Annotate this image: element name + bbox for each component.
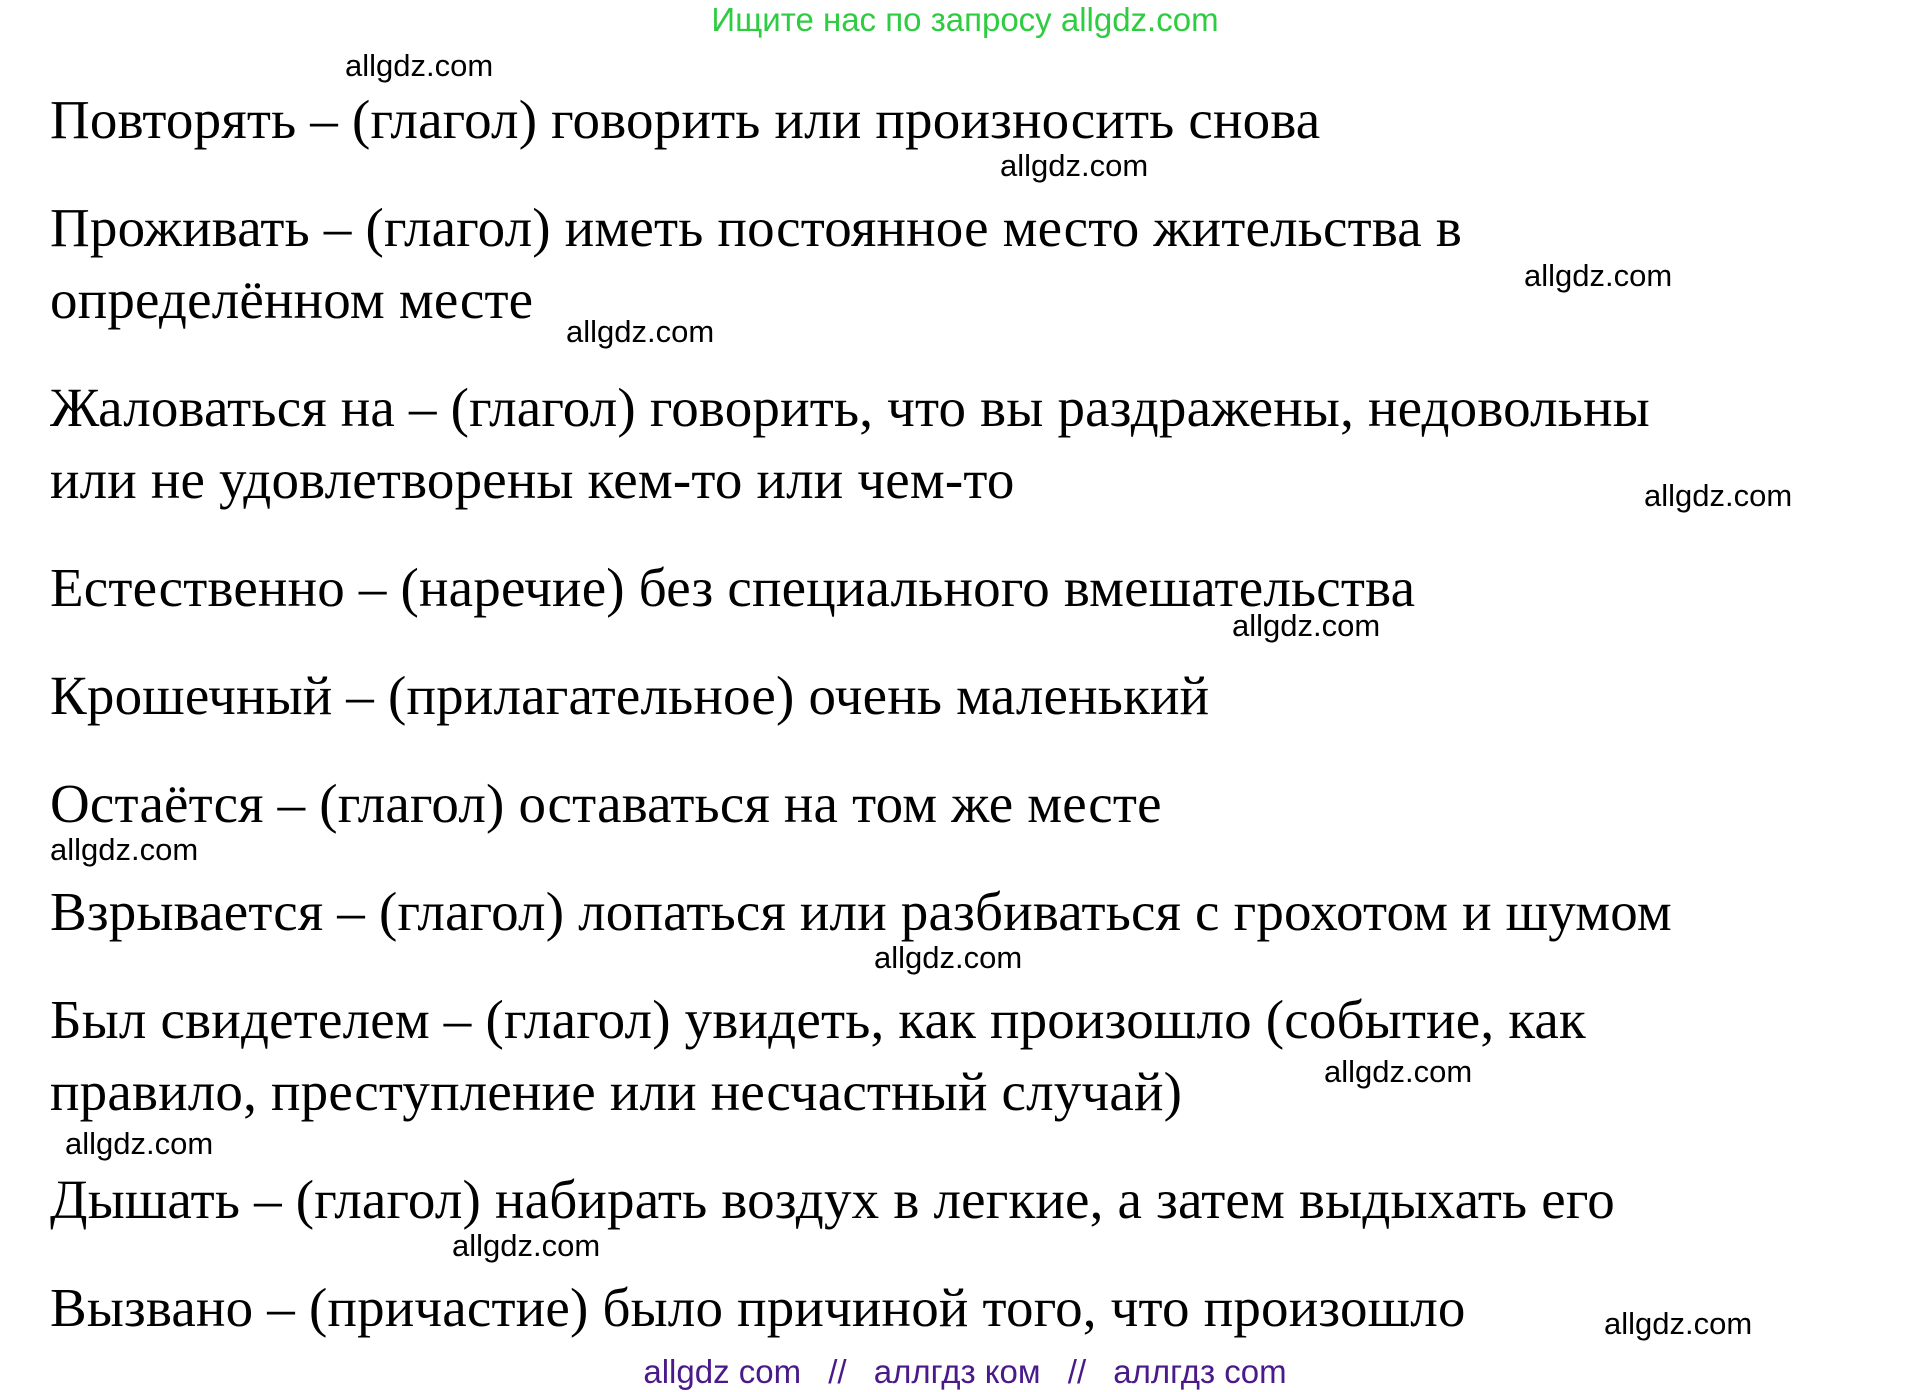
watermark: allgdz.com	[1232, 608, 1381, 643]
watermark: allgdz.com	[1324, 1054, 1473, 1089]
watermark: allgdz.com	[345, 48, 494, 83]
entry-kroshechny: Крошечный – (прилагательное) очень маленький	[50, 665, 1210, 726]
footer-separator: //	[1067, 1353, 1087, 1390]
entry-ostaetsya: Остаётся – (глагол) оставаться на том же месте	[50, 773, 1162, 834]
watermark: allgdz.com	[1644, 478, 1793, 513]
entry-prozhivat: Проживать – (глагол) иметь постоянное место жительства в определённом месте	[50, 197, 1463, 330]
watermark: allgdz.com	[65, 1126, 214, 1161]
watermark: allgdz.com	[50, 832, 199, 867]
watermark: allgdz.com	[874, 940, 1023, 975]
entry-povtoryat: Повторять – (глагол) говорить или произносить снова	[50, 89, 1321, 150]
entry-vzryvaetsya: Взрывается – (глагол) лопаться или разбиваться с грохотом и шумом	[50, 881, 1672, 942]
footer-link-allgdz[interactable]: allgdz com	[643, 1353, 802, 1390]
watermark: allgdz.com	[452, 1228, 601, 1263]
entry-dyshat: Дышать – (глагол) набирать воздух в легкие, а затем выдыхать его	[50, 1169, 1615, 1230]
watermark: allgdz.com	[1524, 258, 1673, 293]
footer-links	[0, 1352, 1930, 1392]
entry-zhalovatsya: Жаловаться на – (глагол) говорить, что вы раздражены, недовольны или не удовлетворены кем-то или чем-то	[50, 377, 1650, 510]
footer-separator: //	[828, 1353, 847, 1390]
entry-estestvenno: Естественно – (наречие) без специального вмешательства	[50, 557, 1416, 618]
header-link[interactable]	[0, 0, 1930, 40]
watermark: allgdz.com	[1604, 1306, 1753, 1341]
watermark: allgdz.com	[1000, 148, 1149, 183]
entry-vyzvano: Вызвано – (причастие) было причиной того, что произошло	[50, 1277, 1466, 1338]
watermark: allgdz.com	[566, 314, 715, 349]
footer-link-allgdz-com[interactable]: аллгдз com	[1113, 1353, 1287, 1390]
footer-link-allgdz-kom[interactable]: аллгдз ком	[873, 1353, 1041, 1390]
entry-byl-svidetelem: Был свидетелем – (глагол) увидеть, как произошло (событие, как правило, преступление или несчастный случай)	[50, 989, 1586, 1122]
header-text[interactable]: Ищите нас по запросу allgdz.com	[711, 1, 1219, 38]
